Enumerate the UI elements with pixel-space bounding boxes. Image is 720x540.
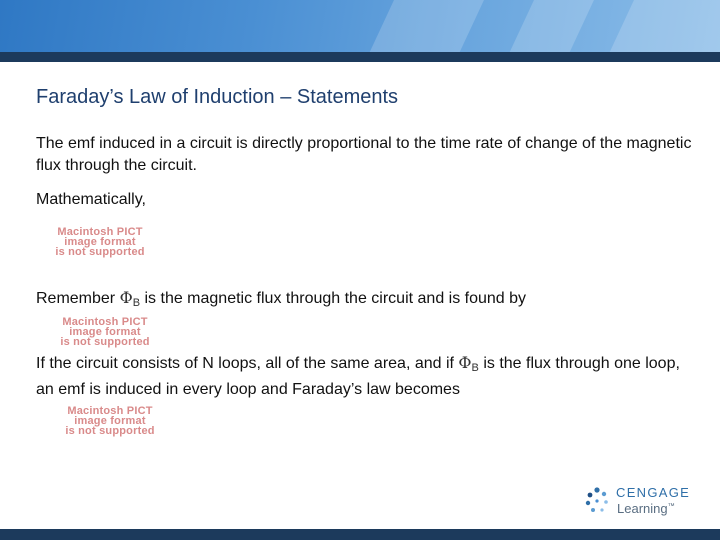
flux-subscript: B <box>471 362 479 374</box>
logo-word-cengage: CENGAGE <box>616 485 691 500</box>
flux-symbol: Φ <box>119 288 133 307</box>
logo-word-learning: Learning™ <box>617 501 675 516</box>
cengage-logo <box>584 484 694 520</box>
header-rule <box>0 52 720 62</box>
paragraph-n-loops: If the circuit consists of N loops, all of the same area, and if $\Phi_B$ is the flux through one loop, an emf is induced in every loop and Faraday’s law becomes <box>36 353 680 398</box>
header-banner <box>0 0 720 52</box>
unsupported-image-equation-1: Macintosh PICT image format is not supported <box>55 226 145 258</box>
cengage-dots-icon <box>584 486 610 516</box>
flux-subscript: B <box>132 297 141 309</box>
footer-rule <box>0 529 720 540</box>
slide-title: Faraday’s Law of Induction – Statements <box>36 86 399 108</box>
paragraph-mathematically: Mathematically, <box>36 191 146 208</box>
paragraph-flux-definition: Remember $\Phi_B$ is the magnetic flux through the circuit and is found by <box>36 288 527 309</box>
paragraph-definition: The emf induced in a circuit is directly proportional to the time rate of change of the magnetic flux through the circuit. <box>36 135 692 174</box>
unsupported-image-equation-3: Macintosh PICT image format is not supported <box>65 405 155 437</box>
unsupported-image-equation-2: Macintosh PICT image format is not supported <box>60 316 150 348</box>
flux-symbol: Φ <box>458 353 472 372</box>
